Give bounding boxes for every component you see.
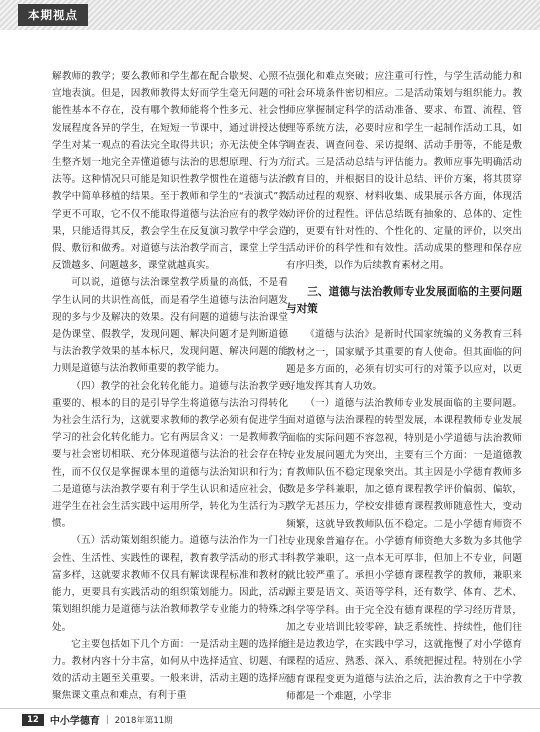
paragraph: 《道德与法治》是新时代国家统编的义务教育三科教材之一，国家赋予其重要的育人使命。但其面临的问题是多方面的，必须有切实可行的对策予以应对，以更好地发挥其育人功效。 [286,329,522,393]
section-heading: 三、道德与法治教师专业发展面临的主要问题与对策 [286,286,522,316]
paragraph: 可以说，道德与法治课堂教学质量的高低，不是看学生认同的共识性高低，而是看学生道德与法治问题发现的多与少及解决的效果。没有问题的道德与法治课堂是伪课堂、假教学，发现问题、解决问题才是判断道德与法治教学效果的基本标尺，发现问题、解决问题的能力则是道德与法治教师重要的教学能力。 [52,277,288,375]
paragraph: （四）教学的社会化转化能力。道德与法治教学更重要的、根本的目的是引导学生将道德与法治习得转化为社会生活行为，这就要求教师的教学必须有促进学生学习的社会化转化能力。它有两层含义：一是教师教学要与社会密切相联、充分体现道德与法治的社会存在特性，而不仅仅是掌握课本里的道德与法治知识和行为；二是道德与法治教学要有利于学生认识和适应社会，促进学生在社会生活实践中运用所学，转化为生活行为习惯。 [52,380,288,530]
page-number: 12 [22,714,44,726]
left-column [52,68,288,705]
footer [22,712,173,727]
paragraph: 点强化和难点突破；应注重可行性，与学生活动能力和社会环境条件密切相应。二是活动策划与组织能力。教师应掌握制定科学的活动准备、要求、布置、流程、管理等系统方法，必要时应和学生一起制作活动工具，如调查表、调查问卷、采访提纲、活动手册等，不能是敷衍式。三是活动总结与评估能力。教师应事先明确活动教育目的，并根据目的设计总结、评价方案，将其贯穿活动过程的观察、材料收集、成果展示各方面，体现活动评价的过程性。评估总结既有抽象的、总体的、定性的，更要有针对性的、个性化的、定量的评价，以突出活动评价的科学性和有效性。活动成果的整理和保存应有序归类，以作为后续教育素材之用。 [286,71,522,272]
footer-separator: | [105,714,109,725]
issue-label: 2018年第11期 [114,715,173,726]
journal-logo: 中小学德育 [49,716,100,727]
right-column [286,68,522,705]
section-tab: 本期视点 [18,4,88,26]
footer-rule [0,708,540,709]
paragraph: （五）活动策划组织能力。道德与法治作为一门社会性、生活性、实践性的课程，教育教学活动的形式丰富多样，这就要求教师不仅具有解读课程标准和教材的能力，更要具有实践活动的组织策划能力。因此，活动策划组织能力是道德与法治教师教学专业能力的特殊之处。 [52,535,288,633]
paragraph: 解教师的教学；要么教师和学生都在配合歇契、心照不宣地表演。但是，因教师教得太好而学生毫无问题的可能性基本不存在，没有哪个教师能将个性多元、社会性发展程度各异的学生，在短短一节课中，通过讲授达使学生对某一观点的看法完全取得共识；亦无法使全体学生整齐划一地完全弄懂道德与法治的思想原理、行为方法等。这种情况只可能是知识性教学惯性在道德与法治教学中简单移植的结果。至于教师和学生的“表演式”教学更不可取，它不仅不能取得道德与法治应有的教学效果，只能适得其反，教会学生在反复演习教学中学会造假、敷衍和做秀。对道德与法治教学而言，课堂上学生反馈越多、问题越多，课堂就越真实。 [52,71,288,272]
paragraph: 它主要包括如下几个方面：一是活动主题的选择能力。教材内容十分丰富，如何从中选择适宜、切题、有效的活动主题至关重要。一般来讲，活动主题的选择应聚焦课文重点和难点，有利于重 [52,638,288,702]
paragraph: （一）道德与法治教师专业发展面临的主要问题。面对道德与法治课程的转型发展，本课程教师专业发展面临的实际问题不容忽视，特别是小学道德与法治教师专业发展问题尤为突出，主要有三个方面：一是道德教育教师队伍不稳定现象突出。其主因是小学德育教师多数是多学科兼职，加之德育课程教学评价偏弱、偏软，教学无甚压力，学校安排德育课程教师随意性大，变动频繁，这就导致教师队伍不稳定。二是小学德育师资不专业现象普遍存在。小学德育师资绝大多数为多其他学科教学兼职，这一点本无可厚非，但加上不专业，问题就比较严重了。承担小学德育课程教学的教师，兼职来源主要是语文、英语等学科，还有数学、体育、艺术、科学等学科。由于完全没有德育课程的学习经历背景，加之专业培训比较零碎，缺乏系统性、持续性，他们往往是边教边学，在实践中学习，这就拖慢了对小学德育课程的适应、熟悉、深入、系统把握过程。特别在小学德育课程变更为道德与法治之后，法治教育之于中学教师都是一个难题，小学非 [286,398,522,702]
header-bar [0,0,540,30]
